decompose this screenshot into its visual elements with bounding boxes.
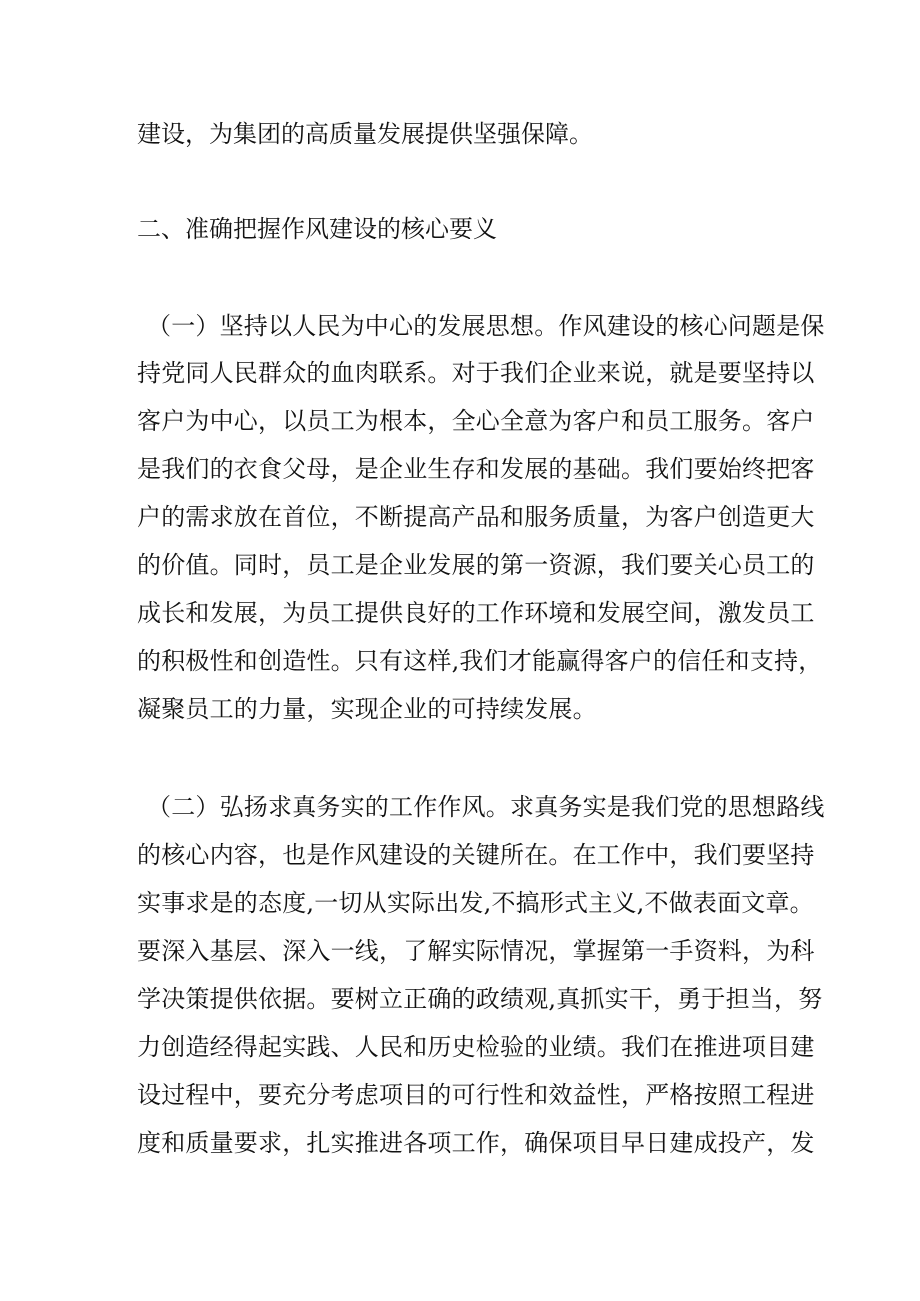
paragraph-line: 持党同人民群众的血肉联系。对于我们企业来说，就是要坚持以 bbox=[137, 359, 815, 387]
paragraph-line: 客户为中心，以员工为根本，全心全意为客户和员工服务。客户 bbox=[137, 407, 815, 435]
paragraph-line: 是我们的衣食父母，是企业生存和发展的基础。我们要始终把客 bbox=[137, 455, 815, 483]
section-heading: 二、准确把握作风建设的核心要义 bbox=[137, 215, 497, 243]
paragraph-line: （二）弘扬求真务实的工作作风。求真务实是我们党的思想路线 bbox=[147, 793, 825, 821]
paragraph-line: 力创造经得起实践、人民和历史检验的业绩。我们在推进项目建 bbox=[137, 1033, 815, 1061]
paragraph-line: 要深入基层、深入一线，了解实际情况，掌握第一手资料，为科 bbox=[137, 937, 815, 965]
paragraph-line: 的核心内容，也是作风建设的关键所在。在工作中，我们要坚持 bbox=[137, 841, 815, 869]
paragraph-line: 度和质量要求，扎实推进各项工作，确保项目早日建成投产，发 bbox=[137, 1129, 815, 1157]
paragraph-line: 的积极性和创造性。只有这样,我们才能赢得客户的信任和支持， bbox=[137, 647, 823, 675]
paragraph-line: 实事求是的态度,一切从实际出发,不搞形式主义,不做表面文章。 bbox=[137, 889, 814, 917]
paragraph-line: 学决策提供依据。要树立正确的政绩观,真抓实干，勇于担当，努 bbox=[137, 985, 823, 1013]
paragraph-line: （一）坚持以人民为中心的发展思想。作风建设的核心问题是保 bbox=[147, 312, 825, 340]
paragraph-line: 的价值。同时，员工是企业发展的第一资源，我们要关心员工的 bbox=[137, 551, 815, 579]
paragraph-line: 凝聚员工的力量，实现企业的可持续发展。 bbox=[137, 695, 597, 723]
paragraph-line: 成长和发展，为员工提供良好的工作环境和发展空间，激发员工 bbox=[137, 599, 815, 627]
intro-line: 建设，为集团的高质量发展提供坚强保障。 bbox=[137, 120, 593, 148]
paragraph-line: 户的需求放在首位，不断提高产品和服务质量，为客户创造更大 bbox=[137, 503, 815, 531]
paragraph-line: 设过程中，要充分考虑项目的可行性和效益性，严格按照工程进 bbox=[137, 1081, 815, 1109]
